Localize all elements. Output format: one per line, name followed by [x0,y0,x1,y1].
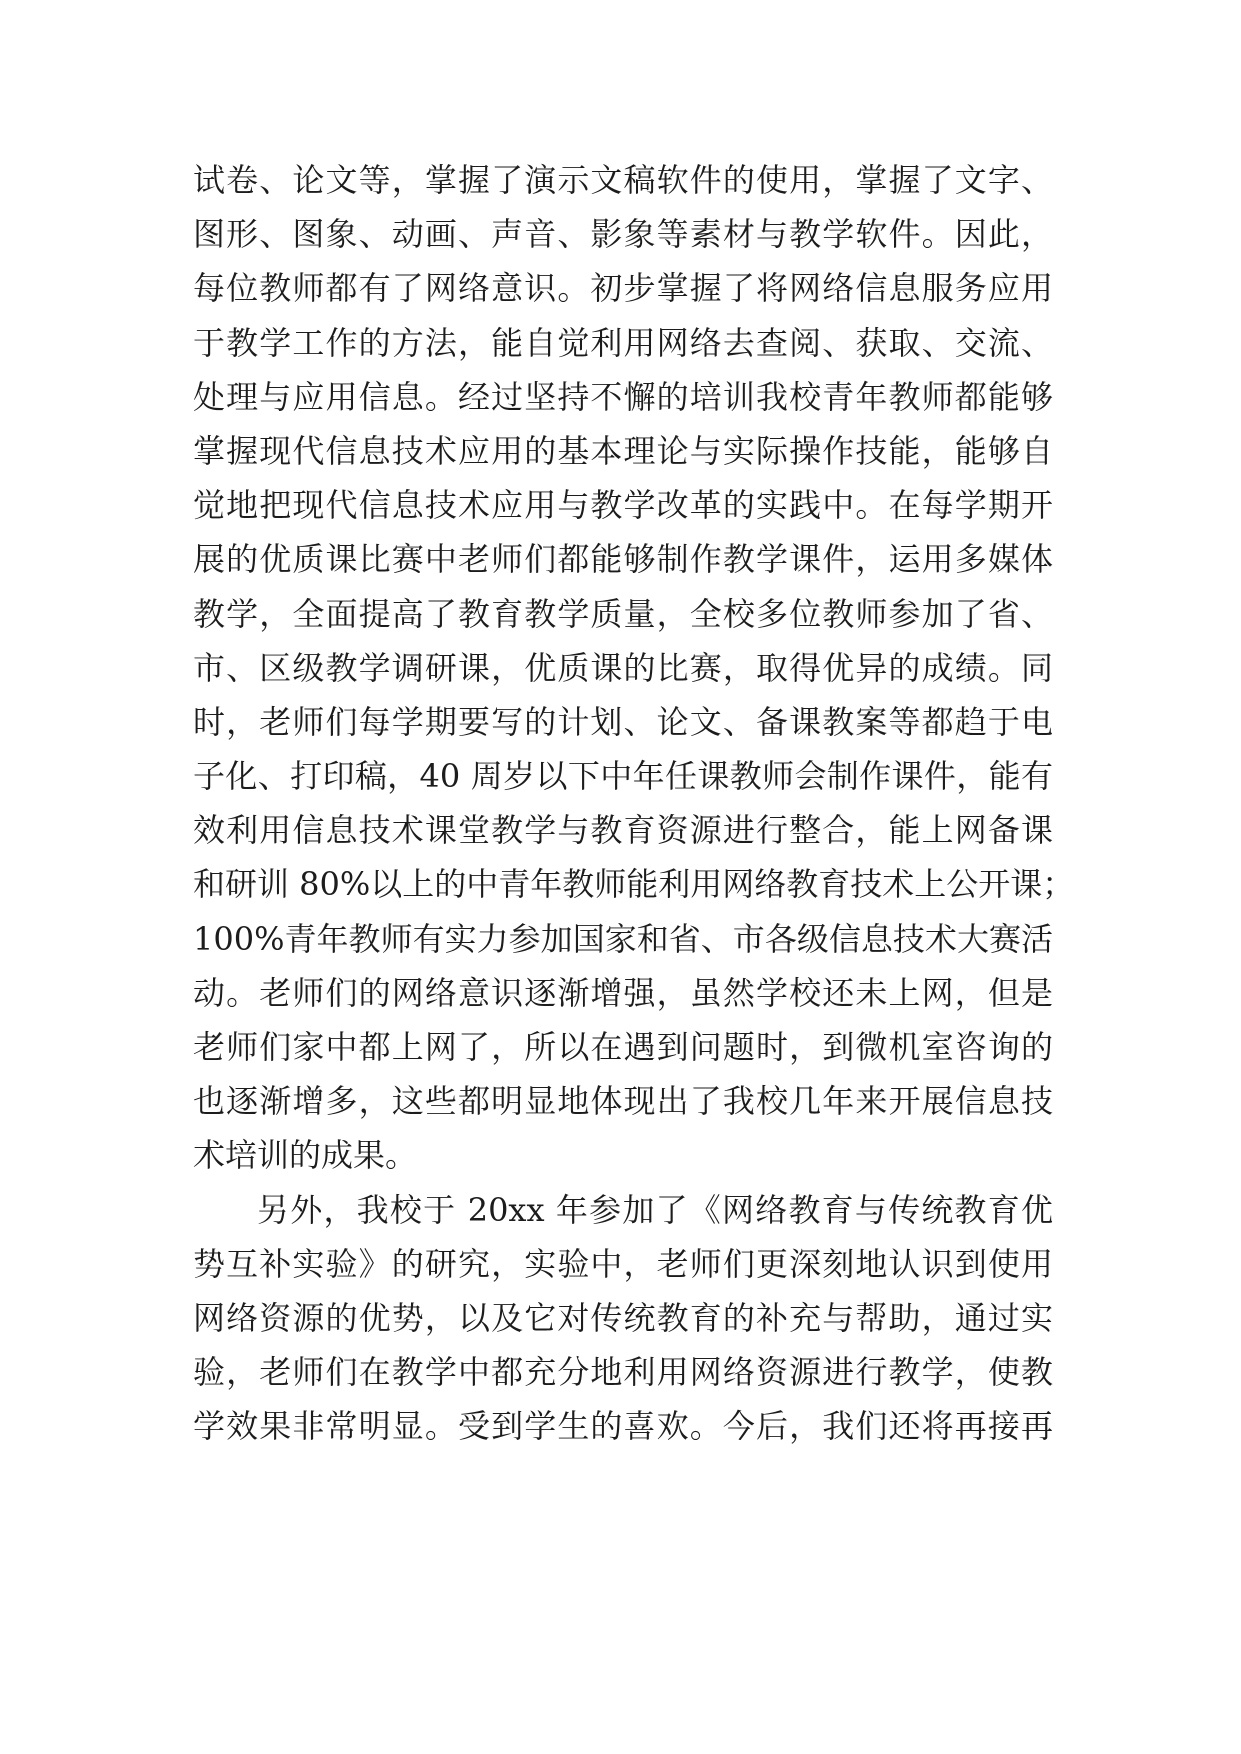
text-line: 时，老师们每学期要写的计划、论文、备课教案等都趋于电 [193,702,1053,741]
text-line: 学效果非常明显。受到学生的喜欢。今后，我们还将再接再 [193,1407,1053,1446]
text-line: 图形、图象、动画、声音、影象等素材与教学软件。因此， [193,215,1053,254]
body-text [193,153,1075,1454]
text-line: 觉地把现代信息技术应用与教学改革的实践中。在每学期开 [193,486,1053,525]
text-line: 和研训 80%以上的中青年教师能利用网络教育技术上公开课； [193,865,1075,904]
text-line: 教学，全面提高了教育教学质量，全校多位教师参加了省、 [193,594,1053,633]
text-line: 子化、打印稿，40 周岁以下中年任课教师会制作课件，能有 [193,757,1053,796]
text-line: 验，老师们在教学中都充分地利用网络资源进行教学，使教 [193,1353,1053,1392]
text-line: 于教学工作的方法，能自觉利用网络去查阅、获取、交流、 [193,323,1053,362]
text-line: 掌握现代信息技术应用的基本理论与实际操作技能，能够自 [193,431,1053,470]
text-line: 老师们家中都上网了，所以在遇到问题时，到微机室咨询的 [193,1028,1053,1066]
paragraph-start-line: 另外，我校于 20xx 年参加了《网络教育与传统教育优 [257,1190,1053,1229]
text-line: 每位教师都有了网络意识。初步掌握了将网络信息服务应用 [193,269,1053,308]
text-line: 展的优质课比赛中老师们都能够制作教学课件，运用多媒体 [193,540,1053,579]
text-line: 市、区级教学调研课，优质课的比赛，取得优异的成绩。同 [193,648,1053,687]
text-line: 处理与应用信息。经过坚持不懈的培训我校青年教师都能够 [193,377,1053,416]
text-line: 试卷、论文等，掌握了演示文稿软件的使用，掌握了文字、 [193,161,1053,199]
text-line: 效利用信息技术课堂教学与教育资源进行整合，能上网备课 [193,811,1053,850]
text-line: 也逐渐增多，这些都明显地体现出了我校几年来开展信息技 [193,1082,1053,1121]
paragraph-end-line: 术培训的成果。 [193,1136,418,1175]
text-line: 动。老师们的网络意识逐渐增强，虽然学校还未上网，但是 [193,973,1053,1012]
text-line: 100%青年教师有实力参加国家和省、市各级信息技术大赛活 [193,919,1053,958]
text-line: 势互补实验》的研究，实验中，老师们更深刻地认识到使用 [193,1244,1053,1283]
text-line: 网络资源的优势，以及它对传统教育的补充与帮助，通过实 [193,1298,1053,1337]
